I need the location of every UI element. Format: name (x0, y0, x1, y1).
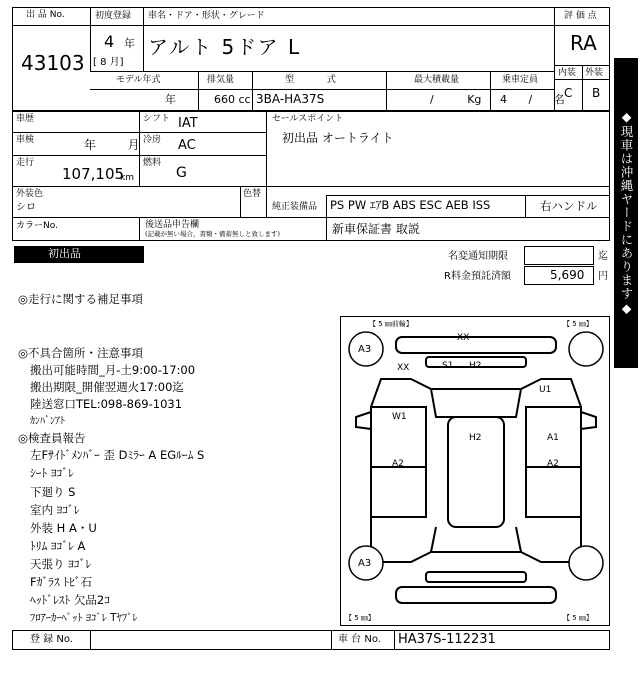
inspection-item: 外装 H A・U (30, 521, 97, 535)
damage-mark: H2 (469, 433, 482, 443)
notice-label: 名変通知期限 (448, 251, 508, 262)
color-no-label: カラーNo. (16, 221, 58, 231)
first-reg-month: [ 8 月] (93, 57, 124, 68)
wheel-mark-fl: A3 (358, 344, 372, 355)
load-label: 最大積載量 (414, 75, 460, 85)
note-defects: ◎不具合箇所・注意事項 (18, 346, 144, 360)
location-banner (614, 58, 638, 368)
aftermarket-note: (記載が無い場合、書類・備蓄無しと致します) (145, 230, 281, 238)
damage-mark: A2 (392, 459, 404, 469)
location-banner-text: ◆現車は沖縄ヤードにあります◆ (619, 109, 634, 317)
note-transport-tel: 陸送窓口TEL:098-869-1031 (30, 397, 183, 411)
footer-frame (12, 630, 610, 650)
model-label: 型 式 (285, 75, 336, 85)
ext-color-label: 外装色 (16, 189, 44, 199)
color-change-label: 色替 (243, 189, 262, 199)
notice-unit: 迄 (598, 251, 608, 262)
shift-value: IAT (178, 116, 198, 131)
note-pickup-hours: 搬出可能時間_月-土9:00-17:00 (30, 363, 196, 377)
chassis-number: HA37S-112231 (398, 632, 496, 647)
fuel-label: 燃料 (143, 158, 162, 168)
history-label: 車歴 (16, 114, 35, 124)
displacement-label: 排気量 (207, 75, 235, 85)
note-running: ◎走行に関する補足事項 (18, 292, 144, 306)
damage-mark: XX (457, 333, 470, 343)
recycle-label: R料金預託済額 (444, 271, 511, 282)
lot-number: 43103 (21, 51, 85, 75)
damage-diagram (340, 316, 610, 626)
mileage-label: 走行 (16, 158, 35, 168)
aftermarket-label: 後送品申告欄 (145, 220, 200, 230)
inspection-item: ﾄﾘﾑ ﾖｺﾞﾚ A (30, 539, 86, 553)
exterior-score: B (592, 86, 601, 100)
damage-mark: W1 (392, 412, 407, 422)
warranty-docs: 新車保証書 取説 (332, 222, 420, 236)
inspection-item: 天張り ﾖｺﾞﾚ (30, 557, 92, 571)
ext-color: シロ (16, 202, 36, 213)
inspection-label: 車検 (16, 135, 35, 145)
eval-score: RA (570, 31, 597, 55)
equipment: PS PW ｴｱB ABS ESC AEB ISS (330, 198, 491, 212)
inspection-item: Fｶﾞﾗｽ ﾄﾋﾞ石 (30, 575, 93, 589)
first-listing-badge-text: 初出品 (48, 247, 81, 260)
exterior-label: 外装 (585, 68, 604, 78)
mileage-value: 107,105 (62, 165, 125, 183)
model-year-unit: 年 (165, 93, 176, 106)
ac-value: AC (178, 138, 196, 153)
note-inspector: ◎検査員報告 (18, 431, 86, 445)
first-reg-label: 初度登録 (95, 11, 132, 21)
capacity-label: 乗車定員 (502, 75, 539, 85)
damage-mark: A2 (547, 459, 559, 469)
damage-mark: H2 (469, 361, 482, 371)
shift-label: シフト (143, 114, 171, 124)
first-reg-year: 4 (104, 32, 115, 51)
notice-deadline-box (524, 246, 594, 265)
sales-point-label: セールスポイント (272, 114, 344, 124)
lot-label: 出 品 No. (26, 10, 65, 20)
registration-label: 登 録 No. (30, 634, 73, 645)
inspection-item: ﾌﾛｱｰｶｰﾍﾟｯﾄ ﾖｺﾞﾚ Tﾔﾌﾞﾚ (30, 612, 138, 624)
capacity-value: 4 / 名 (500, 93, 565, 106)
mileage-unit: km (120, 173, 134, 183)
damage-mark: A1 (547, 433, 559, 443)
load-value: / Kg (430, 93, 482, 106)
interior-label: 内装 (558, 68, 577, 78)
note-pickup-deadline: 搬出期限_開催翌週火17:00迄 (30, 380, 184, 394)
car-name: アルト 5ドア L (148, 35, 302, 59)
inspection-item: 室内 ﾖｺﾞﾚ (30, 503, 80, 517)
recycle-unit: 円 (598, 271, 608, 282)
tire-depth-fl: 【 5 ㎜前輪】 (369, 320, 413, 328)
model-year-label: モデル年式 (116, 75, 161, 85)
ac-label: 冷房 (143, 135, 162, 145)
damage-mark: U1 (539, 385, 552, 395)
note-sign: ｶﾝﾊﾞﾝｱﾄ (30, 416, 65, 427)
first-reg-year-unit: 年 (124, 37, 135, 50)
fuel-value: G (176, 165, 187, 181)
damage-mark: S1 (442, 361, 454, 371)
chassis-label: 車 台 No. (338, 634, 381, 645)
inspection-item: 左Fｻｲﾄﾞﾒﾝﾊﾞｰ 歪 Dﾐﾗｰ A EGﾙｰﾑ S (30, 448, 205, 462)
tire-depth-fr: 【 5 ㎜】 (563, 320, 593, 328)
inspection-item: 下廻り S (30, 485, 76, 499)
steering-side: 右ハンドル (540, 199, 598, 213)
damage-mark: XX (397, 363, 410, 373)
recycle-value: 5,690 (550, 268, 585, 282)
equipment-label: 純正装備品 (272, 202, 318, 212)
interior-score: C (564, 86, 573, 100)
wheel-mark-rl: A3 (358, 558, 372, 569)
car-name-label: 車名・ドア・形状・グレード (148, 11, 265, 21)
inspection-item: ｼｰﾄ ﾖｺﾞﾚ (30, 466, 74, 480)
inspection-value: 年 月 (84, 138, 140, 152)
model-code: 3BA-HA37S (256, 92, 325, 106)
displacement: 660 cc (214, 93, 251, 106)
tire-depth-rl: 【 5 ㎜】 (345, 614, 375, 622)
tire-depth-rr: 【 5 ㎜】 (563, 614, 593, 622)
sales-point: 初出品 オートライト (282, 131, 394, 145)
inspection-item: ﾍｯﾄﾞﾚｽﾄ 欠品2ｺ (30, 593, 110, 607)
eval-label: 評 価 点 (564, 11, 597, 21)
